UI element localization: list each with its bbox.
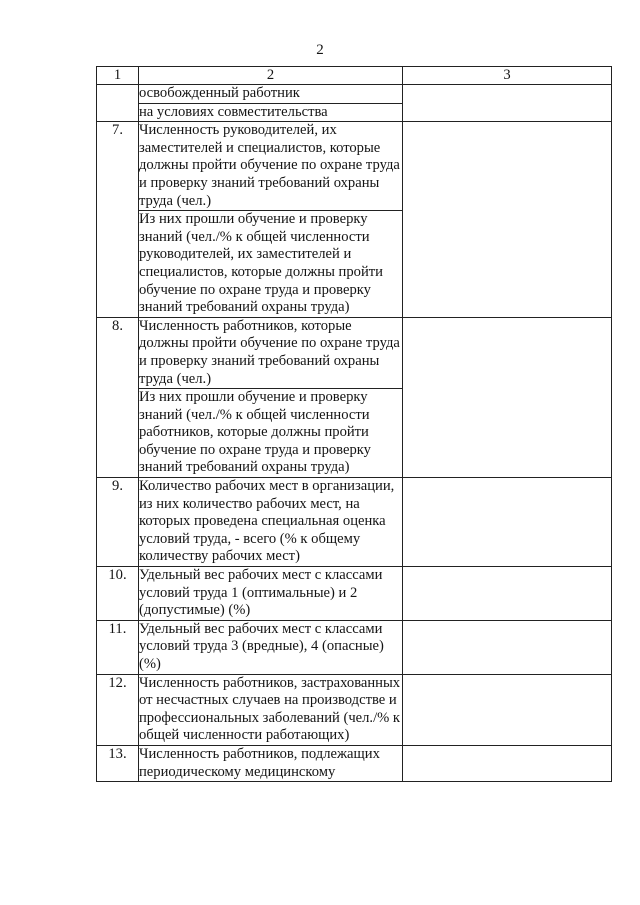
column-header-2: 2 [139,67,403,85]
column-header-1: 1 [97,67,139,85]
table-row [97,674,612,745]
table-row [97,620,612,674]
row-value[interactable] [403,674,612,745]
row-text: Численность работников, которые должны пройти обучение по охране труда и проверку знаний требований охраны труда (чел.) [139,317,403,388]
table-row [97,745,612,781]
row-text: Количество рабочих мест в организации, из них количество рабочих мест, на которых проведена специальная оценка условий труда, - всего (% к общему количеству рабочих мест) [139,478,403,567]
row-text: на условиях совместительства [139,103,403,122]
row-number: 10. [97,567,139,621]
row-text: Удельный вес рабочих мест с классами условий труда 1 (оптимальные) и 2 (допустимые) (%) [139,567,403,621]
row-text: Численность руководителей, их заместителей и специалистов, которые должны пройти обучение по охране труда и проверку знаний требований охраны труда (чел.) [139,122,403,211]
row-text: Численность работников, подлежащих периодическому медицинскому [139,745,403,781]
page-number: 2 [316,42,324,58]
table-row [97,122,612,211]
row-value[interactable] [403,620,612,674]
row-number [97,85,139,122]
row-value[interactable] [403,85,612,122]
row-number: 8. [97,317,139,477]
table-row [97,317,612,388]
row-text: освобожденный работник [139,85,403,104]
row-number: 11. [97,620,139,674]
table-row [97,567,612,621]
row-value[interactable] [403,478,612,567]
column-header-3: 3 [403,67,612,85]
row-value[interactable] [403,745,612,781]
row-value[interactable] [403,567,612,621]
row-text: Численность работников, застрахованных от несчастных случаев на производстве и профессиональных заболеваний (чел./% к общей численности работающих) [139,674,403,745]
row-number: 13. [97,745,139,781]
row-number: 12. [97,674,139,745]
table-header-row [97,67,612,85]
row-number: 7. [97,122,139,318]
table-row [97,85,612,104]
report-table [96,66,612,782]
row-text: Из них прошли обучение и проверку знаний (чел./% к общей численности руководителей, их заместителей и специалистов, которые должны пройти обучение по охране труда и проверку знаний требований охраны труда) [139,211,403,318]
row-value[interactable] [403,317,612,477]
row-text: Удельный вес рабочих мест с классами условий труда 3 (вредные), 4 (опасные) (%) [139,620,403,674]
row-text: Из них прошли обучение и проверку знаний (чел./% к общей численности работников, которые должны пройти обучение по охране труда и проверку знаний требований охраны труда) [139,389,403,478]
table-row [97,478,612,567]
row-number: 9. [97,478,139,567]
row-value[interactable] [403,122,612,318]
